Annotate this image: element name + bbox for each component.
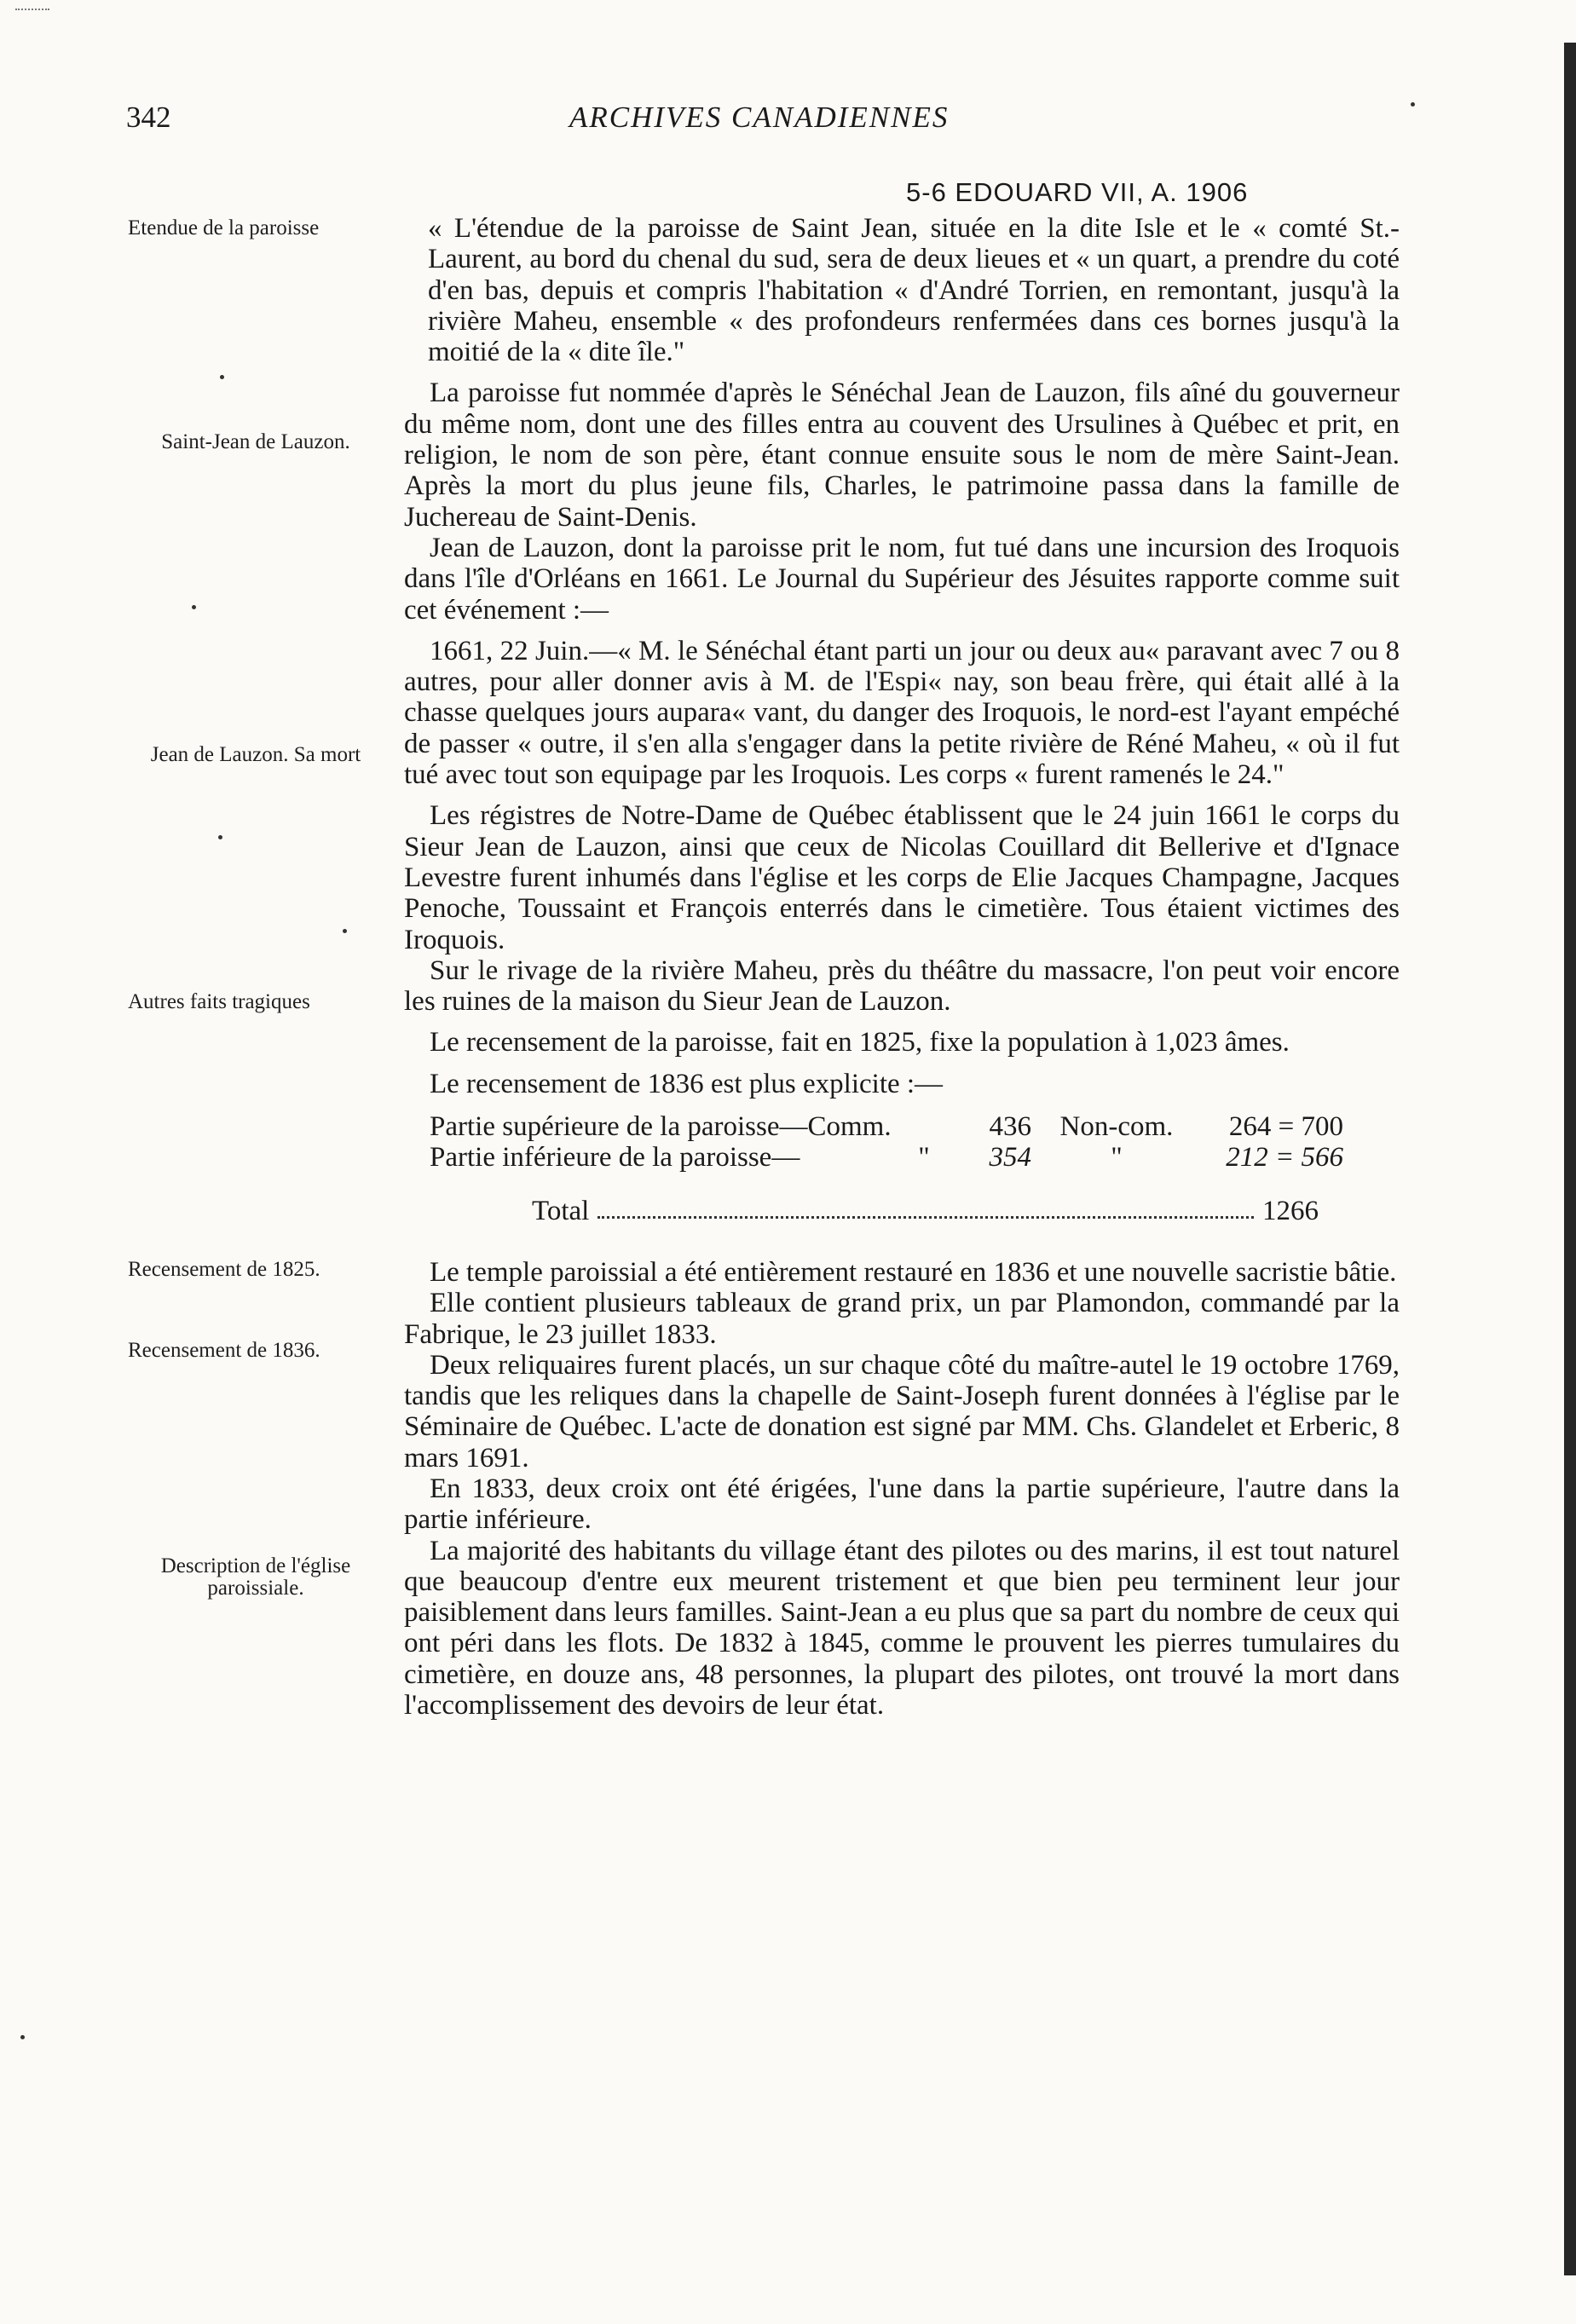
margin-note-lauzon: Saint-Jean de Lauzon.	[161, 430, 350, 453]
margin-note-faits: Autres faits tragiques	[128, 990, 310, 1013]
census-table	[404, 1111, 1400, 1226]
running-title: ARCHIVES CANADIENNES	[569, 101, 950, 134]
body-text	[404, 213, 1400, 1721]
margin-note-eglise: Description de l'église paroissiale.	[160, 1554, 351, 1600]
census-total-value: 1266	[1262, 1195, 1319, 1226]
paragraph-rivage: Sur le rivage de la rivière Maheu, près du théâtre du massacre, l'on peut voir encore les ruines de la maison du Sieur Jean de Lauzon.	[404, 954, 1400, 1018]
census-noncom: 264 = 700	[1228, 1111, 1343, 1143]
scan-edge-bar	[1564, 43, 1576, 2275]
paragraph-iroquois: Jean de Lauzon, dont la paroisse prit le nom, fut tué dans une incursion des Iroquois dans l'île d'Orléans en 1661. Le Journal du Supérieur des Jésuites rapporte comme suit cet événement :—	[404, 532, 1400, 626]
margin-note-1825: Recensement de 1825.	[128, 1258, 320, 1281]
paragraph-journal: 1661, 22 Juin.—« M. le Sénéchal étant parti un jour ou deux au« paravant avec 7 ou 8 autres, pour aller donner avis à M. de l'Espi« nay, son beau frère, qui était allé à la chasse quelques jours aupara« vant, du danger des Iroquois, le nord-est l'ayant empéché de passer « outre, il s'en alla s'engager dans la petite rivière de Réné Maheu, « où il fut tué avec tout son equipage par les Iroquois. Les corps « furent ramenés le 24."	[404, 635, 1400, 791]
census-noncom-label: Non-com.	[1059, 1111, 1174, 1143]
census-total-row	[532, 1196, 1400, 1226]
census-noncom-label: "	[1111, 1142, 1123, 1174]
paragraph-tableaux: Elle contient plusieurs tableaux de grand prix, un par Plamondon, commandé par la Fabrique, le 23 juillet 1833.	[404, 1288, 1400, 1350]
scan-speck	[192, 605, 196, 609]
census-row-inferieure	[430, 1142, 1400, 1173]
paragraph-etendue: « L'étendue de la paroisse de Saint Jean, située en la dite Isle et le « comté St.-Laurent, au bord du chenal du sud, sera de deux lieues et « un quart, a prendre du coté d'en bas, depuis et compris l'habitation « d'André Torrien, en remontant, jusqu'à la rivière Maheu, ensemble « des profondeurs renfermées dans ces bornes jusqu'à la moitié de la « dite île."	[428, 213, 1400, 368]
census-comm-prefix: "	[918, 1142, 930, 1174]
session-heading: 5-6 EDOUARD VII, A. 1906	[906, 177, 1249, 207]
paragraph-rec1825: Le recensement de la paroisse, fait en 1825, fixe la population à 1,023 âmes.	[430, 1027, 1290, 1058]
paragraph-registres: Les régistres de Notre-Dame de Québec établissent que le 24 juin 1661 le corps du Sieur Jean de Lauzon, ainsi que ceux de Nicolas Couillard dit Bellerive et d'Ignace Levestre furent inhumés dans l'église et les corps de Elie Jacques Champagne, Jacques Penoche, Toussaint et François enterrés dans le cimetière. Tous étaient victimes des Iroquois.	[404, 800, 1400, 955]
census-label: Partie supérieure de la paroisse—Comm.	[430, 1111, 892, 1143]
scan-speck	[343, 929, 347, 933]
census-label: Partie inférieure de la paroisse—	[430, 1142, 800, 1174]
scan-speck	[220, 375, 224, 379]
scan-speck	[20, 2035, 25, 2039]
census-total-label: Total	[532, 1195, 590, 1226]
dot-leader	[597, 1196, 1254, 1219]
paragraph-lauzon: La paroisse fut nommée d'après le Sénéchal Jean de Lauzon, fils aîné du gouverneur du même nom, dont une des filles entra au couvent des Ursulines à Québec et prit, en religion, le nom de son père, étant connue ensuite sous le nom de mère Saint-Jean. Après la mort du plus jeune fils, Charles, le patrimoine passa dans la famille de Juchereau de Saint-Denis.	[404, 378, 1400, 533]
paragraph-reliquaires: Deux reliquaires furent placés, un sur chaque côté du maître-autel le 19 octobre 1769, tandis que les reliques dans la chapelle de Saint-Joseph furent données à l'église par le Séminaire de Québec. L'acte de donation est signé par MM. Chs. Glandelet et Erberic, 8 mars 1691.	[404, 1349, 1400, 1473]
scan-artifact	[15, 9, 49, 36]
census-comm: 436	[989, 1111, 1031, 1143]
margin-note-etendue: Etendue de la paroisse	[128, 216, 320, 239]
page-number: 342	[126, 101, 171, 134]
census-noncom: 212 = 566	[1226, 1142, 1343, 1174]
scan-speck	[1411, 102, 1415, 107]
margin-note-mort: Jean de Lauzon. Sa mort	[150, 743, 361, 766]
census-comm: 354	[989, 1142, 1031, 1174]
paragraph-marins: La majorité des habitants du village étant des pilotes ou des marins, il est tout naturel que beaucoup d'entre eux meurent tristement et que bien peu terminent leur jour paisiblement dans leurs familles. Saint-Jean a eu plus que sa part du nombre de ceux qui ont péri dans les flots. De 1832 à 1845, comme le prouvent les pierres tumulaires du cimetière, en douze ans, 48 personnes, la plupart des pilotes, ont trouvé la mort dans l'accomplissement des devoirs de leur état.	[404, 1535, 1400, 1721]
margin-note-1836: Recensement de 1836.	[128, 1339, 320, 1362]
paragraph-temple: Le temple paroissial a été entièrement restauré en 1836 et une nouvelle sacristie bâtie.	[430, 1256, 1397, 1288]
census-row-superieure	[430, 1111, 1400, 1142]
scan-speck	[218, 835, 222, 839]
paragraph-rec1836: Le recensement de 1836 est plus explicite :—	[430, 1068, 944, 1099]
paragraph-croix: En 1833, deux croix ont été érigées, l'une dans la partie supérieure, l'autre dans la partie inférieure.	[404, 1473, 1400, 1536]
